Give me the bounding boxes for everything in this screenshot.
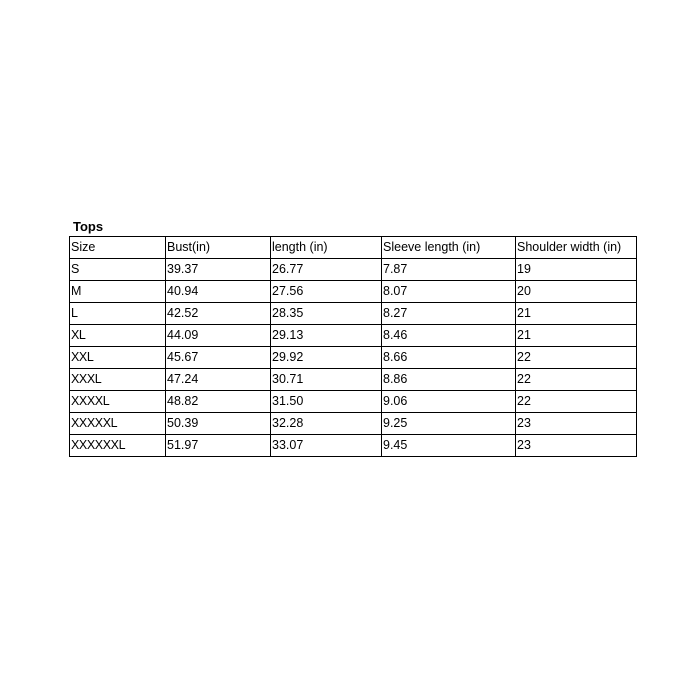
size-chart-table	[69, 236, 637, 457]
header-cell-length: length (in)	[271, 237, 382, 259]
header-cell-shoulder-width: Shoulder width (in)	[516, 237, 637, 259]
cell-length: 28.35	[271, 303, 382, 325]
cell-size: XXL	[70, 347, 166, 369]
cell-sleeve-length: 8.07	[382, 281, 516, 303]
cell-size: XXXXL	[70, 391, 166, 413]
cell-bust: 51.97	[166, 435, 271, 457]
cell-shoulder-width: 22	[516, 347, 637, 369]
cell-sleeve-length: 8.27	[382, 303, 516, 325]
cell-size: L	[70, 303, 166, 325]
table-row	[70, 369, 637, 391]
cell-shoulder-width: 22	[516, 391, 637, 413]
cell-bust: 50.39	[166, 413, 271, 435]
table-row	[70, 435, 637, 457]
header-cell-size: Size	[70, 237, 166, 259]
cell-shoulder-width: 23	[516, 413, 637, 435]
cell-length: 26.77	[271, 259, 382, 281]
table-header-row	[70, 237, 637, 259]
header-cell-sleeve-length: Sleeve length (in)	[382, 237, 516, 259]
table-row	[70, 259, 637, 281]
cell-size: XXXXXL	[70, 413, 166, 435]
size-chart-body	[70, 237, 637, 457]
table-row	[70, 347, 637, 369]
cell-bust: 39.37	[166, 259, 271, 281]
header-cell-bust: Bust(in)	[166, 237, 271, 259]
cell-bust: 44.09	[166, 325, 271, 347]
cell-length: 29.92	[271, 347, 382, 369]
table-row	[70, 391, 637, 413]
cell-sleeve-length: 8.86	[382, 369, 516, 391]
cell-bust: 45.67	[166, 347, 271, 369]
cell-bust: 40.94	[166, 281, 271, 303]
cell-length: 27.56	[271, 281, 382, 303]
cell-sleeve-length: 9.25	[382, 413, 516, 435]
table-row	[70, 281, 637, 303]
cell-length: 29.13	[271, 325, 382, 347]
cell-shoulder-width: 21	[516, 325, 637, 347]
cell-size: S	[70, 259, 166, 281]
table-row	[70, 413, 637, 435]
cell-shoulder-width: 20	[516, 281, 637, 303]
cell-sleeve-length: 8.46	[382, 325, 516, 347]
cell-length: 32.28	[271, 413, 382, 435]
cell-size: M	[70, 281, 166, 303]
cell-shoulder-width: 23	[516, 435, 637, 457]
cell-shoulder-width: 22	[516, 369, 637, 391]
table-row	[70, 303, 637, 325]
cell-length: 31.50	[271, 391, 382, 413]
cell-sleeve-length: 9.06	[382, 391, 516, 413]
cell-bust: 42.52	[166, 303, 271, 325]
cell-bust: 48.82	[166, 391, 271, 413]
table-title: Tops	[73, 219, 104, 234]
cell-bust: 47.24	[166, 369, 271, 391]
cell-shoulder-width: 21	[516, 303, 637, 325]
cell-length: 33.07	[271, 435, 382, 457]
table-row	[70, 325, 637, 347]
cell-size: XXXXXXL	[70, 435, 166, 457]
cell-size: XXXL	[70, 369, 166, 391]
cell-sleeve-length: 8.66	[382, 347, 516, 369]
cell-length: 30.71	[271, 369, 382, 391]
cell-shoulder-width: 19	[516, 259, 637, 281]
cell-size: XL	[70, 325, 166, 347]
cell-sleeve-length: 7.87	[382, 259, 516, 281]
cell-sleeve-length: 9.45	[382, 435, 516, 457]
